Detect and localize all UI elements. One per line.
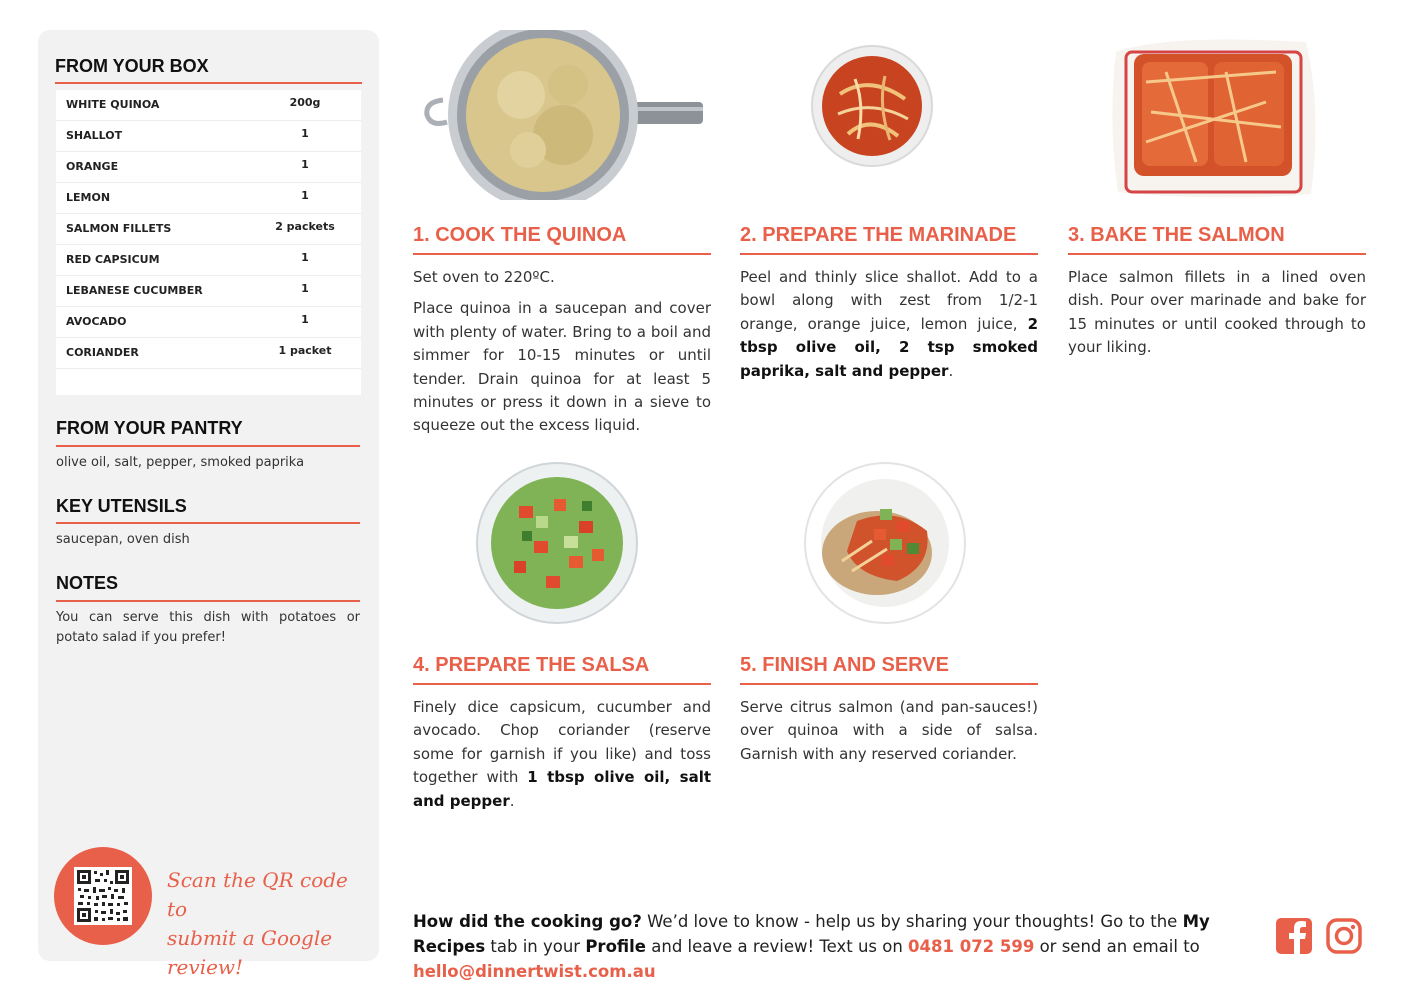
ingredient-row: [56, 121, 361, 152]
ingredient-row: [56, 183, 361, 214]
ingredient-name: ORANGE: [66, 160, 119, 173]
ingredient-name: SHALLOT: [66, 129, 123, 142]
ingredient-qty: 1: [301, 158, 309, 171]
box-section-rule: [55, 82, 362, 84]
ingredient-qty: 1: [301, 251, 309, 264]
step-4-paragraph: [413, 696, 711, 813]
footer-text: and leave a review! Text us on: [646, 937, 909, 956]
footer-bold-text: How did the cooking go?: [413, 912, 642, 931]
step-5-title: 5. FINISH AND SERVE: [740, 654, 949, 676]
step-3-title: 3. BAKE THE SALMON: [1068, 224, 1285, 246]
step-5-text: [740, 696, 1038, 774]
ingredient-qty: 1: [301, 127, 309, 140]
step-3-text: [1068, 266, 1366, 368]
step-5-paragraph: Serve citrus salmon (and pan-sauces!) over quinoa with a side of salsa. Garnish with any reserved coriander.: [740, 698, 1038, 763]
ingredient-qty: 1: [301, 189, 309, 202]
ingredient-row: [56, 90, 361, 121]
qr-code-icon: [74, 867, 132, 925]
ingredient-name: WHITE QUINOA: [66, 98, 160, 111]
step-4-text-part: Finely dice capsicum, cucumber and avocado. Chop coriander (reserve some for garnish if you like) and toss together with: [413, 698, 711, 787]
ingredient-row: [56, 152, 361, 183]
finished-dish-plate-image: [802, 461, 968, 625]
step-2-bold-ingredients: 2 tbsp olive oil, 2 tsp smoked paprika, salt and pepper: [740, 314, 1038, 380]
qr-prompt-line: submit a Google review!: [167, 926, 333, 979]
step-2-title: 2. PREPARE THE MARINADE: [740, 224, 1017, 246]
ingredient-row: [56, 214, 361, 245]
ingredients-table: [56, 90, 361, 395]
utensils-section-rule: [56, 522, 360, 524]
step-1-paragraph: Set oven to 220ºC.: [413, 268, 555, 286]
ingredient-name: CORIANDER: [66, 346, 139, 359]
facebook-icon[interactable]: [1276, 918, 1312, 954]
ingredient-qty: 1: [301, 313, 309, 326]
utensils-section-title: KEY UTENSILS: [56, 496, 187, 516]
footer-profile: Profile: [585, 937, 646, 956]
ingredient-name: SALMON FILLETS: [66, 222, 172, 235]
ingredient-qty: 1 packet: [278, 344, 332, 357]
ingredient-name: AVOCADO: [66, 315, 127, 328]
pantry-section-rule: [56, 445, 360, 447]
pantry-section-title: FROM YOUR PANTRY: [56, 418, 243, 438]
ingredient-row: [56, 338, 361, 369]
ingredient-qty: 1: [301, 282, 309, 295]
step-5-rule: [740, 683, 1038, 685]
utensils-text: saucepan, oven dish: [56, 532, 190, 547]
ingredient-name: LEMON: [66, 191, 111, 204]
phone-link[interactable]: 0481 072 599: [908, 937, 1035, 956]
pantry-text: olive oil, salt, pepper, smoked paprika: [56, 455, 305, 470]
step-2-text: [740, 266, 1038, 391]
ingredient-name: LEBANESE CUCUMBER: [66, 284, 203, 297]
ingredient-name: RED CAPSICUM: [66, 253, 160, 266]
step-1-text: [413, 266, 711, 446]
email-link[interactable]: hello@dinnertwist.com.au: [413, 962, 656, 981]
ingredient-row: [56, 245, 361, 276]
marinade-bowl-image: [810, 44, 934, 168]
ingredient-row: [56, 276, 361, 307]
quinoa-sieve-image: [413, 30, 703, 200]
salsa-bowl-image: [474, 461, 640, 625]
footer-text: or send an email to: [1034, 937, 1200, 956]
step-2-rule: [740, 253, 1038, 255]
qr-review-prompt: [167, 866, 367, 982]
step-4-text-part: .: [509, 791, 515, 810]
step-1-rule: [413, 253, 711, 255]
step-4-bold-ingredients: 1 tbsp olive oil, salt and pepper: [413, 768, 712, 810]
step-4-text: [413, 696, 711, 821]
step-2-paragraph: [740, 266, 1038, 383]
footer-text: We’d love to know - help us by sharing your thoughts! Go to the: [641, 912, 1183, 931]
step-1-paragraph: Place quinoa in a saucepan and cover with plenty of water. Bring to a boil and simmer for 10-15 minutes or until tender. Drain quinoa for at least 5 minutes or press it down in a sieve to squeeze out the excess liquid.: [413, 299, 711, 435]
step-4-rule: [413, 683, 711, 685]
step-1-title: 1. COOK THE QUINOA: [413, 224, 627, 246]
qr-code-badge: [54, 847, 152, 945]
notes-section-rule: [56, 600, 360, 602]
baked-salmon-dish-image: [1106, 32, 1324, 202]
notes-section-title: NOTES: [56, 573, 119, 593]
ingredient-row: [56, 307, 361, 338]
instagram-icon[interactable]: [1326, 918, 1362, 954]
footer-text: tab in your: [485, 937, 586, 956]
ingredient-qty: 2 packets: [275, 220, 335, 233]
step-3-rule: [1068, 253, 1366, 255]
review-footer-text: [413, 909, 1263, 984]
notes-text: You can serve this dish with potatoes or potato salad if you prefer!: [56, 610, 360, 645]
step-2-text-part: .: [948, 361, 954, 380]
step-3-paragraph: Place salmon fillets in a lined oven dish. Pour over marinade and bake for 15 minutes or until cooked through to your liking.: [1068, 268, 1366, 357]
footer-my-recipes: My Recipes: [413, 912, 1210, 956]
step-4-title: 4. PREPARE THE SALSA: [413, 654, 650, 676]
ingredient-qty: 200g: [289, 96, 321, 109]
qr-prompt-line: Scan the QR code to: [167, 868, 348, 921]
box-section-title: FROM YOUR BOX: [55, 56, 209, 76]
step-2-text-part: Peel and thinly slice shallot. Add to a bowl along with zest from 1/2-1 orange, orange juice, lemon juice,: [740, 268, 1038, 333]
